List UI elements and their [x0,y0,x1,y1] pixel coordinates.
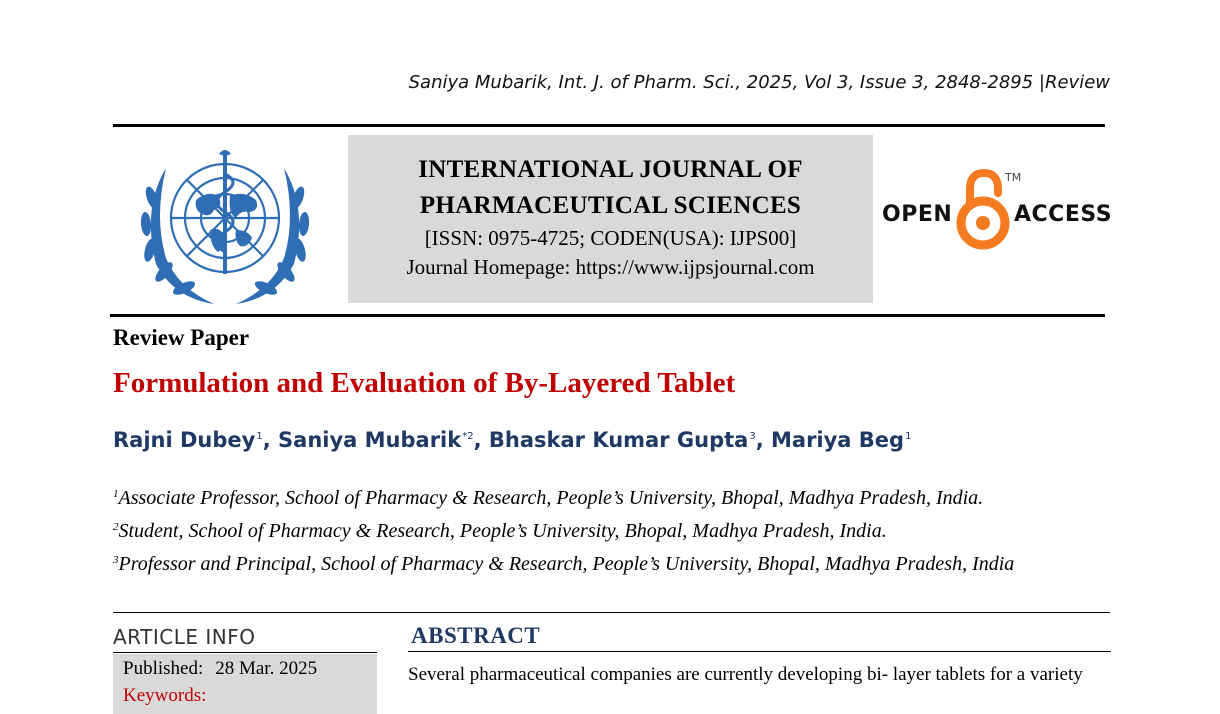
author-list [113,428,911,452]
author-affiliation-mark: *2 [462,431,474,442]
affiliation-text: Student, School of Pharmacy & Research, People’s University, Bhopal, Madhya Pradesh, India. [118,520,887,542]
journal-name-line1: INTERNATIONAL JOURNAL OF [418,156,803,183]
affiliation-item [113,513,1093,546]
author-affiliation-mark: 1 [256,431,263,442]
open-access-word-access: ACCESS [1014,202,1113,227]
author-name: Mariya Beg [771,428,905,452]
affiliation-text: Associate Professor, School of Pharmacy & Research, People’s University, Bhopal, Madhya Pradesh, India. [118,487,984,509]
abstract-rule [408,651,1111,652]
affiliation-number: 3 [113,554,119,566]
author-affiliation-mark: 1 [905,431,912,442]
author-separator: , [473,428,489,452]
affiliation-number: 2 [113,521,119,533]
open-access-word-open: OPEN [882,202,953,227]
journal-homepage: Journal Homepage: https://www.ijpsjournal.com [406,255,815,279]
section-divider [113,612,1110,613]
article-info-heading: ARTICLE INFO [113,625,256,649]
affiliation-text: Professor and Principal, School of Pharmacy & Research, People’s University, Bhopal, Madhya Pradesh, India [118,553,1015,575]
published-date: 28 Mar. 2025 [215,658,318,679]
affiliation-item [113,480,1093,513]
author-separator: , [262,428,279,452]
author-name: Bhaskar Kumar Gupta [488,428,749,452]
open-lock-icon [956,167,1010,251]
keywords-label: Keywords: [123,685,207,706]
published-label: Published: [123,658,204,679]
affiliation-number: 1 [113,488,119,500]
header-rule-top [113,124,1105,127]
journal-emblem-logo [126,138,324,306]
article-info-rule [113,652,377,653]
published-row [123,658,317,680]
author-separator: , [755,428,771,452]
article-info-box [113,654,377,714]
journal-masthead [348,135,873,303]
article-title: Formulation and Evaluation of By-Layered Tablet [113,367,736,399]
affiliation-item [113,546,1093,579]
author-affiliation-mark: 3 [749,431,756,442]
trademark-symbol: TM [1005,171,1022,184]
open-access-logo [880,165,1113,255]
header-rule-bottom [110,314,1105,317]
journal-issn: [ISSN: 0975-4725; CODEN(USA): IJPS00] [424,226,797,250]
journal-name-line2: PHARMACEUTICAL SCIENCES [419,192,802,219]
paper-type: Review Paper [113,325,250,350]
running-head: Saniya Mubarik, Int. J. of Pharm. Sci., 2025, Vol 3, Issue 3, 2848-2895 |Review [408,72,1110,93]
abstract-text: Several pharmaceutical companies are currently developing bi- layer tablets for a variety [408,664,1083,685]
author-name: Saniya Mubarik [278,428,462,452]
affiliation-list [113,480,1093,579]
abstract-heading: ABSTRACT [411,623,541,648]
author-name: Rajni Dubey [113,428,256,452]
